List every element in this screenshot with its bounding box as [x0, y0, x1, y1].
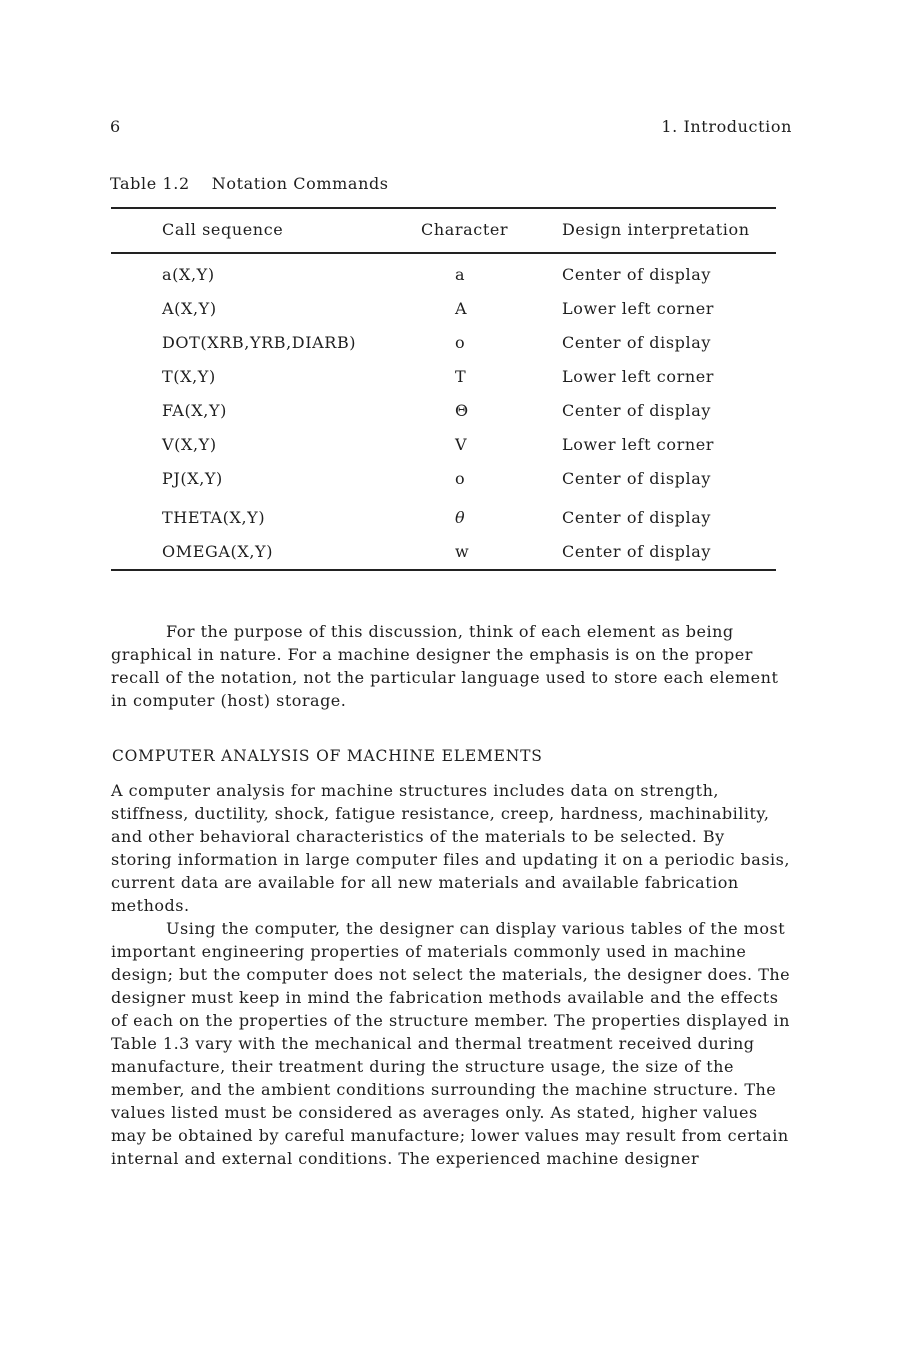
call-sequence-cell: T(X,Y) [162, 367, 216, 386]
body-paragraph: A computer analysis for machine structures includes data on strength, stiffness, ductility, shock, fatigue resistance, creep, hardness, machinability, and other behavioral characteristics of the materials to be selected. By storing information in large computer files and updating it on a periodic basis, current data are available for all new materials and available fabrication methods. [111, 781, 790, 915]
call-sequence-cell: V(X,Y) [162, 435, 217, 454]
table-caption [110, 174, 389, 193]
design-interpretation-cell: Center of display [562, 333, 711, 352]
call-sequence-cell: A(X,Y) [162, 299, 217, 318]
design-interpretation-cell: Lower left corner [562, 435, 715, 454]
design-interpretation-cell: Center of display [562, 469, 711, 488]
call-sequence-cell: DOT(XRB,YRB,DIARB) [162, 333, 357, 352]
table-caption-title: Notation Commands [211, 174, 389, 193]
design-interpretation-cell: Center of display [562, 401, 711, 420]
table-top-rule [111, 207, 776, 209]
design-interpretation-cell: Center of display [562, 265, 711, 284]
body-paragraph: Using the computer, the designer can display various tables of the most important engineering properties of materials commonly used in machine design; but the computer does not select the materials, the designer does. The designer must keep in mind the fabrication methods available and the effects of each on the properties of the structure member. The properties displayed in Table 1.3 vary with the mechanical and thermal treatment received during manufacture, their treatment during the structure usage, the size of the member, and the ambient conditions surrounding the machine structure. The values listed must be considered as averages only. As stated, higher values may be obtained by careful manufacture; lower values may result from certain internal and external conditions. The experienced machine designer [111, 919, 791, 1168]
body-paragraph: For the purpose of this discussion, think of each element as being graphical in nature. For a machine designer the emphasis is on the proper recall of the notation, not the particular language used to store each element in computer (host) storage. [111, 622, 779, 710]
column-header-character: Character [421, 220, 509, 239]
column-header-design-interpretation: Design interpretation [562, 220, 750, 239]
character-cell: Θ [455, 401, 469, 420]
call-sequence-cell: PJ(X,Y) [162, 469, 223, 488]
section-heading: COMPUTER ANALYSIS OF MACHINE ELEMENTS [112, 747, 543, 765]
character-cell: T [455, 367, 467, 386]
character-cell: o [455, 333, 466, 352]
table-bottom-rule [111, 569, 776, 571]
call-sequence-cell: OMEGA(X,Y) [162, 542, 274, 561]
design-interpretation-cell: Center of display [562, 542, 711, 561]
character-cell: o [455, 469, 466, 488]
call-sequence-cell: THETA(X,Y) [162, 508, 266, 527]
design-interpretation-cell: Lower left corner [562, 367, 715, 386]
design-interpretation-cell: Lower left corner [562, 299, 715, 318]
character-cell: V [455, 435, 468, 454]
column-header-call-sequence: Call sequence [162, 220, 284, 239]
character-cell: a [455, 265, 466, 284]
table-header-rule [111, 252, 776, 254]
table-caption-label: Table 1.2 [110, 174, 190, 193]
call-sequence-cell: FA(X,Y) [162, 401, 227, 420]
page-number: 6 [110, 117, 121, 136]
call-sequence-cell: a(X,Y) [162, 265, 215, 284]
character-cell: θ [455, 508, 466, 527]
design-interpretation-cell: Center of display [562, 508, 711, 527]
running-head: 1. Introduction [661, 117, 792, 136]
character-cell: A [455, 299, 468, 318]
character-cell: w [455, 542, 470, 561]
